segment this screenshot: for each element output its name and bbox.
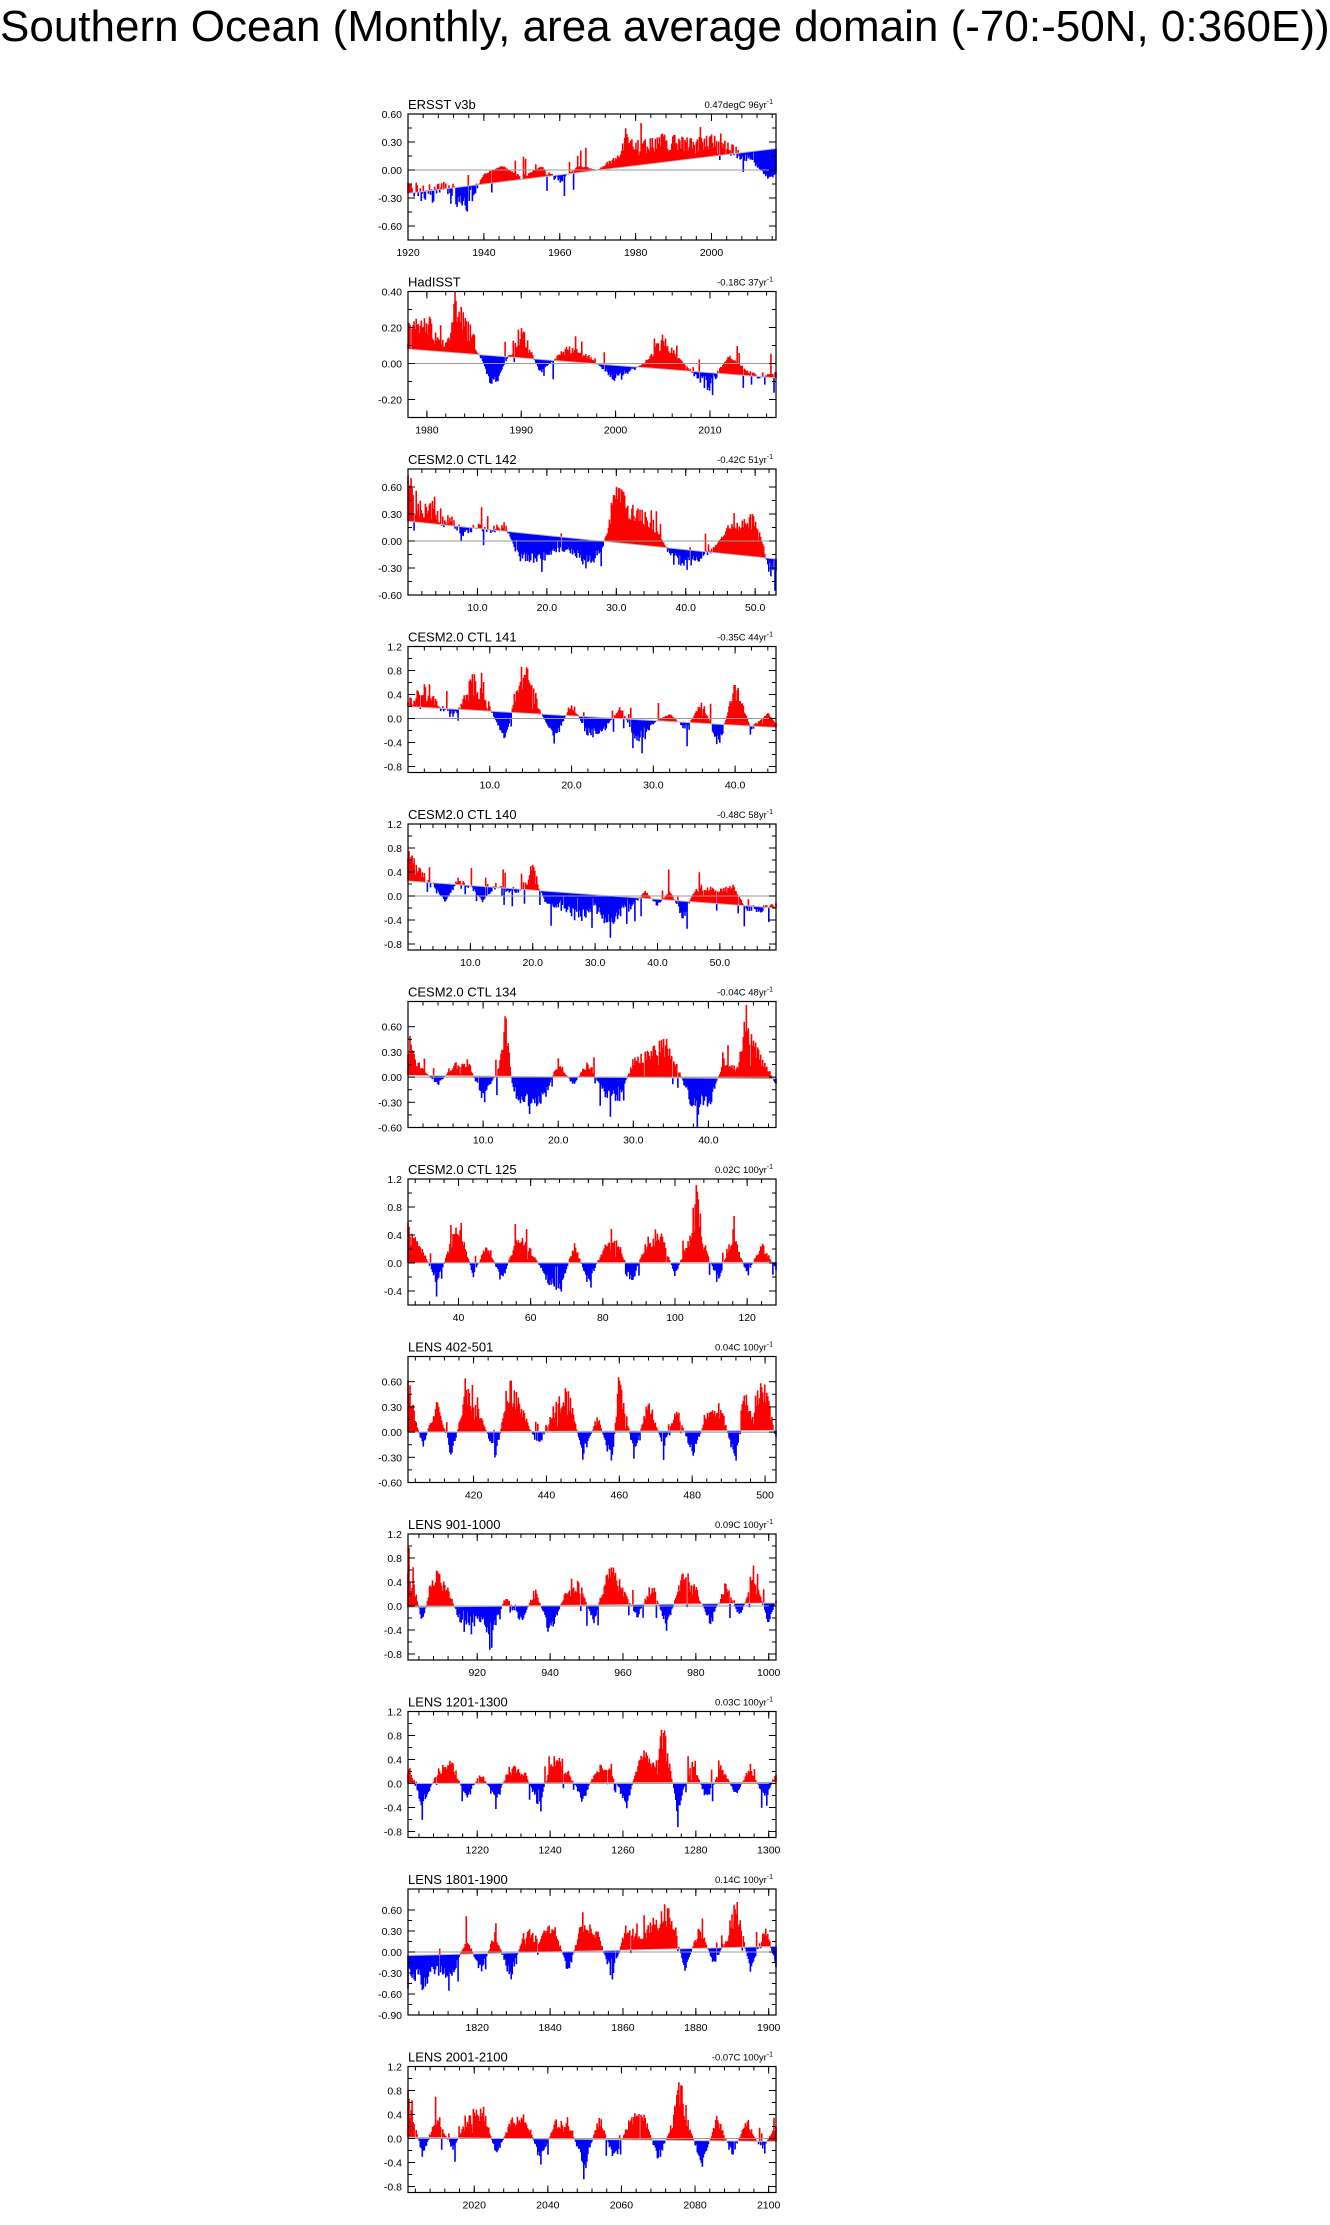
positive-anomaly-fill — [408, 1377, 774, 1432]
trend-line — [408, 1262, 776, 1263]
panel-title: LENS 1201-1300 — [408, 1694, 508, 1710]
trend-annotation: 0.14C $100yr^{-1}$ — [715, 1874, 773, 1886]
trend-annotation: -0.35C $44yr^{-1}$ — [717, 631, 773, 644]
xtick-label: 1920 — [396, 247, 420, 259]
ytick-label: 0.40 — [381, 286, 402, 299]
trend-annotation: 0.03C $100yr^{-1}$ — [715, 1696, 773, 1709]
xtick-label: 80 — [596, 1312, 609, 1324]
negative-anomaly-fill — [419, 1430, 776, 1460]
xtick-label: 40.0 — [675, 602, 696, 614]
xtick-label: 480 — [683, 1489, 701, 1502]
ytick-label: -0.4 — [383, 2157, 402, 2170]
ytick-label: 0.60 — [381, 482, 402, 494]
ytick-label: 1.2 — [387, 1706, 402, 1719]
xtick-label: 1240 — [538, 1844, 562, 1857]
ytick-label: -0.60 — [378, 1477, 402, 1490]
negative-anomaly-fill — [428, 1262, 776, 1296]
ytick-label: 0.4 — [387, 2109, 402, 2122]
ytick-label: 0.60 — [381, 109, 402, 121]
ytick-label: 0.0 — [387, 2133, 402, 2146]
panel-title: CESM2.0 CTL 142 — [408, 452, 517, 467]
panel-9 — [384, 1517, 781, 1679]
xtick-label: 60 — [524, 1312, 537, 1324]
xtick-label: 1860 — [611, 2022, 635, 2034]
xtick-label: 10.0 — [460, 957, 481, 969]
xtick-label: 50.0 — [709, 957, 731, 969]
panel-4 — [384, 630, 776, 792]
xtick-label: 1980 — [415, 424, 439, 437]
xtick-label: 30.0 — [623, 1134, 644, 1147]
plot-frame — [408, 1534, 776, 1660]
ytick-label: -0.4 — [383, 1802, 402, 1815]
xtick-label: 1980 — [623, 247, 648, 259]
panel-2 — [378, 275, 776, 437]
xtick-label: 2040 — [536, 2199, 560, 2212]
ytick-label: -0.60 — [378, 590, 402, 602]
xtick-label: 100 — [666, 1312, 684, 1324]
xtick-label: 2000 — [699, 247, 724, 259]
trend-unit-superscript: -1 — [766, 1341, 773, 1349]
trend-unit-superscript: -1 — [766, 1696, 773, 1704]
ytick-label: 0.0 — [387, 1778, 402, 1791]
trend-unit-superscript: -1 — [766, 1874, 773, 1881]
ytick-label: 1.2 — [387, 2061, 402, 2074]
trend-annotation: 0.02C $100yr^{-1}$ — [715, 1164, 773, 1176]
ytick-label: -0.30 — [378, 563, 402, 575]
xtick-label: 440 — [537, 1489, 556, 1502]
ytick-label: -0.30 — [378, 1097, 402, 1110]
xtick-label: 10.0 — [472, 1134, 494, 1147]
xtick-label: 20.0 — [561, 779, 582, 792]
negative-anomaly-fill — [419, 1603, 775, 1650]
xtick-label: 40.0 — [724, 779, 746, 792]
ytick-label: 0.4 — [387, 1577, 402, 1589]
negative-anomaly-fill — [415, 2137, 767, 2179]
ytick-label: 1.2 — [387, 641, 402, 654]
xtick-label: 30.0 — [643, 779, 664, 792]
page-title: Southern Ocean (Monthly, area average domain (-70:-50N, 0:360E)) — [0, 2, 1330, 51]
trend-unit-superscript: -1 — [766, 1519, 773, 1526]
ytick-label: -0.60 — [378, 1122, 402, 1135]
panel-title: CESM2.0 CTL 140 — [408, 807, 517, 822]
panel-11 — [378, 1872, 780, 2034]
ytick-label: 0.30 — [381, 1926, 402, 1938]
xtick-label: 2020 — [462, 2199, 486, 2212]
trend-unit-superscript: -1 — [766, 99, 773, 106]
trend-annotation: -0.04C $48yr^{-1}$ — [717, 986, 773, 999]
negative-anomaly-fill — [415, 1782, 772, 1827]
ytick-label: -0.30 — [378, 193, 402, 205]
ytick-label: 0.60 — [381, 1376, 402, 1389]
trend-annotation: -0.48C $58yr^{-1}$ — [717, 809, 773, 821]
xtick-label: 1260 — [611, 1844, 635, 1857]
panel-1 — [378, 97, 776, 259]
panel-7 — [384, 1162, 776, 1324]
ytick-label: -0.20 — [378, 394, 402, 407]
panel-title: CESM2.0 CTL 125 — [408, 1162, 517, 1177]
ytick-label: -0.4 — [383, 1625, 402, 1637]
ytick-label: -0.4 — [383, 915, 402, 927]
negative-anomaly-fill — [414, 522, 776, 591]
ytick-label: 0.30 — [381, 509, 402, 521]
positive-anomaly-fill — [408, 1005, 773, 1079]
ytick-label: -0.8 — [383, 1649, 402, 1661]
panel-title: LENS 2001-2100 — [408, 2049, 508, 2065]
xtick-label: 1000 — [757, 1667, 781, 1679]
xtick-label: 1990 — [509, 424, 533, 437]
ytick-label: 0.0 — [387, 891, 402, 903]
xtick-label: 2100 — [756, 2199, 781, 2212]
xtick-label: 500 — [756, 1489, 774, 1502]
xtick-label: 1820 — [465, 2022, 489, 2034]
negative-anomaly-fill — [430, 1076, 777, 1128]
ytick-label: 0.00 — [381, 1427, 402, 1440]
ytick-label: 1.2 — [387, 1174, 402, 1186]
ytick-label: -0.60 — [378, 221, 402, 233]
ytick-label: 0.00 — [381, 358, 402, 371]
panel-title: LENS 402-501 — [408, 1339, 494, 1355]
trend-unit-superscript: -1 — [766, 631, 773, 639]
ytick-label: 1.2 — [387, 819, 402, 831]
positive-anomaly-fill — [408, 1185, 772, 1263]
xtick-label: 2010 — [698, 424, 722, 437]
xtick-label: 920 — [468, 1667, 486, 1679]
xtick-label: 940 — [541, 1667, 559, 1679]
trend-unit-superscript: -1 — [766, 1164, 773, 1171]
ytick-label: 0.4 — [387, 1230, 402, 1242]
ytick-label: 0.0 — [387, 713, 402, 726]
xtick-label: 20.0 — [547, 1134, 569, 1147]
ytick-label: 0.0 — [387, 1601, 402, 1613]
ytick-label: 0.60 — [381, 1905, 402, 1917]
xtick-label: 30.0 — [606, 602, 627, 614]
ytick-label: 0.8 — [387, 665, 402, 678]
ytick-label: -0.30 — [378, 1968, 402, 1980]
xtick-label: 40.0 — [698, 1134, 719, 1147]
panel-3 — [378, 452, 776, 614]
trend-annotation: 0.47degC $96yr^{-1}$ — [704, 99, 773, 111]
panel-6 — [378, 985, 776, 1147]
ytick-label: 1.2 — [387, 1529, 402, 1541]
trend-line — [408, 149, 776, 194]
xtick-label: 2000 — [603, 424, 628, 437]
ytick-label: 0.00 — [381, 165, 402, 177]
trend-unit-superscript: -1 — [766, 809, 773, 816]
ytick-label: 0.30 — [381, 1046, 402, 1059]
xtick-label: 30.0 — [584, 957, 606, 969]
xtick-label: 1300 — [757, 1844, 781, 1857]
trend-annotation: -0.42C $51yr^{-1}$ — [717, 454, 773, 466]
xtick-label: 1280 — [684, 1844, 708, 1857]
xtick-label: 460 — [610, 1489, 629, 1502]
ytick-label: 0.60 — [381, 1021, 402, 1034]
panel-title: LENS 901-1000 — [408, 1517, 501, 1532]
ytick-label: 0.8 — [387, 1202, 402, 1214]
xtick-label: 1960 — [548, 247, 572, 259]
ytick-label: 0.4 — [387, 689, 402, 702]
xtick-label: 2060 — [609, 2199, 634, 2212]
ytick-label: 0.20 — [381, 322, 402, 335]
panel-title: HadISST — [408, 274, 461, 290]
xtick-label: 980 — [687, 1667, 705, 1679]
panel-title: CESM2.0 CTL 134 — [408, 984, 517, 1000]
panel-10 — [384, 1695, 781, 1857]
xtick-label: 1220 — [465, 1844, 489, 1857]
ytick-label: 0.30 — [381, 1401, 402, 1414]
panel-5 — [384, 807, 776, 969]
xtick-label: 10.0 — [479, 779, 500, 792]
xtick-label: 1880 — [684, 2022, 708, 2034]
trend-unit-superscript: -1 — [766, 2051, 773, 2059]
ytick-label: 0.30 — [381, 137, 402, 149]
xtick-label: 10.0 — [467, 602, 488, 614]
trend-annotation: 0.09C $100yr^{-1}$ — [715, 1519, 773, 1531]
plot-frame — [408, 114, 776, 240]
panel-title: ERSST v3b — [408, 97, 476, 112]
ytick-label: 0.8 — [387, 2085, 402, 2098]
ytick-label: 0.8 — [387, 843, 402, 855]
xtick-label: 20.0 — [536, 602, 558, 614]
xtick-label: 1840 — [538, 2022, 562, 2034]
trend-annotation: -0.07C $100yr^{-1}$ — [711, 2051, 773, 2064]
ytick-label: -0.8 — [383, 761, 402, 774]
xtick-label: 40 — [452, 1312, 465, 1324]
trend-unit-superscript: -1 — [766, 276, 773, 284]
ytick-label: -0.90 — [378, 2010, 402, 2022]
panel-12 — [384, 2050, 781, 2212]
ytick-label: 0.0 — [387, 1258, 402, 1270]
xtick-label: 1940 — [472, 247, 496, 259]
xtick-label: 120 — [738, 1312, 756, 1324]
panel-8 — [378, 1340, 776, 1502]
ytick-label: 0.8 — [387, 1730, 402, 1743]
positive-anomaly-fill — [408, 292, 776, 378]
positive-anomaly-fill — [408, 1547, 776, 1607]
ytick-label: -0.8 — [383, 939, 402, 951]
xtick-label: 20.0 — [522, 957, 543, 969]
ytick-label: -0.8 — [383, 1826, 402, 1839]
xtick-label: 50.0 — [744, 602, 766, 614]
positive-anomaly-fill — [408, 1730, 776, 1784]
ytick-label: 0.00 — [381, 1072, 402, 1085]
positive-anomaly-fill — [440, 1902, 770, 1955]
plot-frame — [408, 1179, 776, 1305]
positive-anomaly-fill — [408, 2082, 776, 2141]
plot-frame — [408, 292, 776, 418]
panel-title: LENS 1801-1900 — [408, 1872, 508, 1887]
ytick-label: 0.00 — [381, 536, 402, 548]
xtick-label: 1900 — [757, 2022, 781, 2034]
ytick-label: -0.60 — [378, 1989, 402, 2001]
xtick-label: 420 — [464, 1489, 483, 1502]
ytick-label: -0.4 — [383, 1286, 402, 1298]
trend-annotation: 0.04C $100yr^{-1}$ — [715, 1341, 773, 1354]
trend-unit-superscript: -1 — [766, 986, 773, 994]
ytick-label: 0.8 — [387, 1553, 402, 1565]
ytick-label: -0.8 — [383, 2181, 402, 2194]
trend-unit-superscript: -1 — [766, 454, 773, 461]
panel-title: CESM2.0 CTL 141 — [408, 629, 517, 645]
plot-frame — [408, 824, 776, 950]
xtick-label: 40.0 — [647, 957, 668, 969]
ytick-label: 0.00 — [381, 1947, 402, 1959]
xtick-label: 960 — [614, 1667, 632, 1679]
trend-annotation: -0.18C $37yr^{-1}$ — [717, 276, 773, 289]
ytick-label: -0.4 — [383, 737, 402, 750]
ytick-label: -0.30 — [378, 1452, 402, 1465]
xtick-label: 2080 — [683, 2199, 707, 2212]
ytick-label: 0.4 — [387, 1754, 402, 1767]
ytick-label: 0.4 — [387, 867, 402, 879]
